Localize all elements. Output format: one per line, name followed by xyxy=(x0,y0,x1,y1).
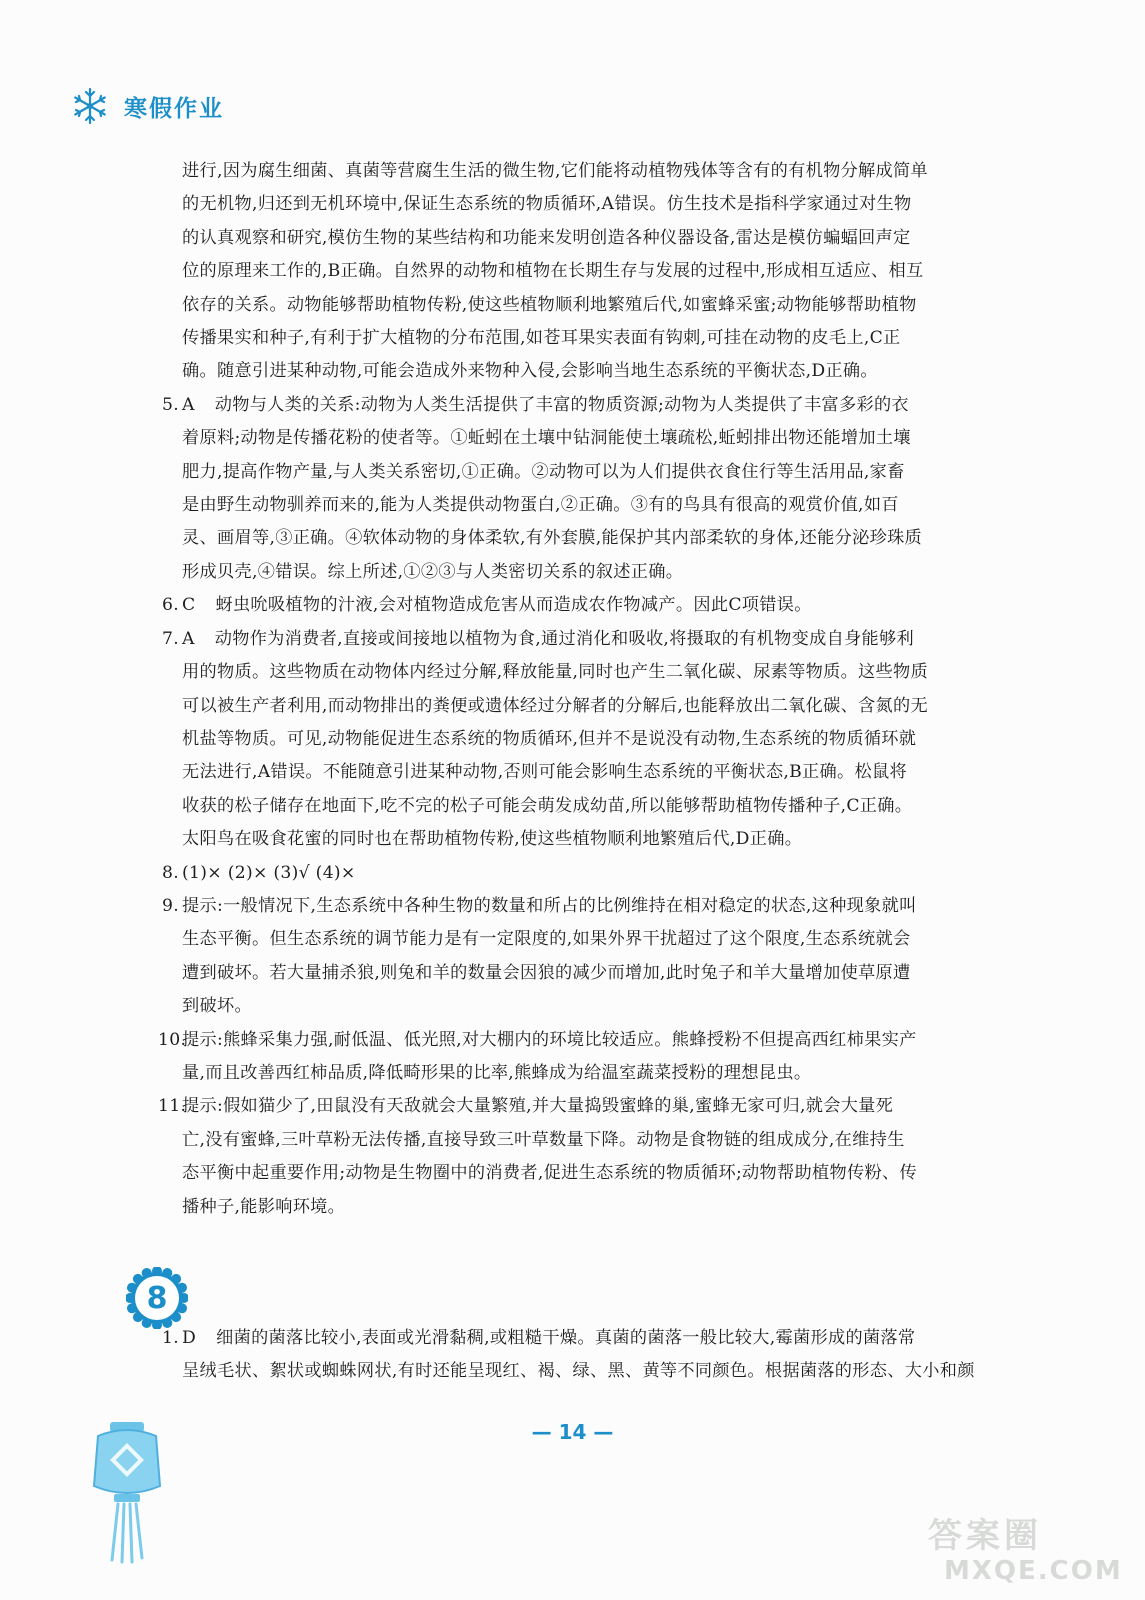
answer-content xyxy=(158,155,992,1389)
text-line: 动物与人类的关系:动物为人类生活提供了丰富的物质资源;动物为人类提供了丰富多彩的衣 xyxy=(214,394,909,415)
answer-item-11 xyxy=(158,1090,992,1224)
continuation-paragraph xyxy=(182,155,992,389)
text-line: 传播果实和种子,有利于扩大植物的分布范围,如苍耳果实表面有钩刺,可挂在动物的皮毛上,C正 xyxy=(182,328,901,349)
item-answer: A xyxy=(182,394,195,415)
answer-item-8 xyxy=(162,857,992,890)
text-line: 到破坏。 xyxy=(182,996,252,1017)
item-number: 6. xyxy=(162,595,179,616)
item-answer: D xyxy=(182,1328,197,1348)
text-line: 肥力,提高作物产量,与人类关系密切,①正确。②动物可以为人们提供衣食住行等生活用品,家畜 xyxy=(182,461,905,482)
answer-item-6 xyxy=(162,589,992,622)
text-line: (1)× (2)× (3)√ (4)× xyxy=(182,862,356,883)
text-line: 是由野生动物驯养而来的,能为人类提供动物蛋白,②正确。③有的鸟具有很高的观赏价值,如百 xyxy=(182,495,899,516)
text-line: 形成贝壳,④错误。综上所述,①②③与人类密切关系的叙述正确。 xyxy=(182,561,684,582)
text-line: 着原料;动物是传播花粉的使者等。①蚯蚓在土壤中钻洞能使土壤疏松,蚯蚓排出物还能增加土壤 xyxy=(182,428,911,449)
item-number: 10. xyxy=(158,1029,187,1050)
page-number: — 14 — xyxy=(531,1420,614,1444)
text-line: 态平衡中起重要作用;动物是生物圈中的消费者,促进生态系统的物质循环;动物帮助植物传粉、传 xyxy=(182,1163,917,1184)
text-line: 的认真观察和研究,模仿生物的某些结构和功能来发明创造各种仪器设备,雷达是模仿蝙蝠回声定 xyxy=(182,227,911,248)
text-line: 遭到破坏。若大量捕杀狼,则兔和羊的数量会因狼的减少而增加,此时兔子和羊大量增加使草原遭 xyxy=(182,962,911,983)
text-line: 动物作为消费者,直接或间接地以植物为食,通过消化和吸收,将摄取的有机物变成自身能够利 xyxy=(214,628,915,649)
text-line: 的无机物,归还到无机环境中,保证生态系统的物质循环,A错误。仿生技术是指科学家通过对生物 xyxy=(182,194,912,215)
text-line: 用的物质。这些物质在动物体内经过分解,释放能量,同时也产生二氧化碳、尿素等物质。这些物质 xyxy=(182,662,929,683)
text-line: 提示:一般情况下,生态系统中各种生物的数量和所占的比例维持在相对稳定的状态,这种现象就叫 xyxy=(182,895,917,916)
answer-item-10 xyxy=(158,1024,992,1091)
header-title: 寒假作业 xyxy=(124,95,224,122)
answer-item-7 xyxy=(162,623,992,857)
text-line: 确。随意引进某种动物,可能会造成外来物种入侵,会影响当地生态系统的平衡状态,D正确。 xyxy=(182,361,878,382)
text-line: 太阳鸟在吸食花蜜的同时也在帮助植物传粉,使这些植物顺利地繁殖后代,D正确。 xyxy=(182,829,803,850)
section-badge-number: 8 xyxy=(146,1280,168,1316)
text-line: 亡,没有蜜蜂,三叶草粉无法传播,直接导致三叶草数量下降。动物是食物链的组成成分,在维持生 xyxy=(182,1129,905,1150)
text-line: 蚜虫吮吸植物的汁液,会对植物造成危害从而造成农作物减产。因此C项错误。 xyxy=(215,595,812,616)
text-line: 细菌的菌落比较小,表面或光滑黏稠,或粗糙干燥。真菌的菌落一般比较大,霉菌形成的菌落常 xyxy=(216,1328,916,1348)
answer-item-9 xyxy=(162,890,992,1024)
item-number: 5. xyxy=(162,394,179,415)
answer-item-5 xyxy=(162,389,992,589)
item-answer: C xyxy=(182,595,196,616)
text-line: 机盐等物质。可见,动物能促进生态系统的物质循环,但并不是说没有动物,生态系统的物质循环就 xyxy=(182,728,917,749)
text-line: 播种子,能影响环境。 xyxy=(182,1196,346,1217)
text-line: 生态平衡。但生态系统的调节能力是有一定限度的,如果外界干扰超过了这个限度,生态系统就会 xyxy=(182,929,911,950)
text-line: 可以被生产者利用,而动物排出的粪便或遗体经过分解者的分解后,也能释放出二氧化碳、含氮的无 xyxy=(182,695,929,716)
text-line: 位的原理来工作的,B正确。自然界的动物和植物在长期生存与发展的过程中,形成相互适应、相互 xyxy=(182,261,924,282)
text-line: 量,而且改善西红柿品质,降低畸形果的比率,熊蜂成为给温室蔬菜授粉的理想昆虫。 xyxy=(182,1062,812,1083)
item-number: 7. xyxy=(162,628,179,649)
section-answer-item-1 xyxy=(162,1322,992,1389)
text-line: 依存的关系。动物能够帮助植物传粉,使这些植物顺利地繁殖后代,如蜜蜂采蜜;动物能够帮助植物 xyxy=(182,294,917,315)
watermark-logo: 答案圈 xyxy=(928,1516,1042,1556)
snowflake-icon xyxy=(70,86,110,126)
section-spacer xyxy=(182,1224,992,1322)
text-line: 灵、画眉等,③正确。④软体动物的身体柔软,有外套膜,能保护其内部柔软的身体,还能分泌珍珠质 xyxy=(182,528,923,549)
item-number: 11. xyxy=(158,1096,187,1117)
text-line: 呈绒毛状、絮状或蜘蛛网状,有时还能呈现红、褐、绿、黑、黄等不同颜色。根据菌落的形态、大小和颜 xyxy=(182,1361,975,1382)
text-line: 提示:假如猫少了,田鼠没有天敌就会大量繁殖,并大量捣毁蜜蜂的巢,蜜蜂无家可归,就会大量死 xyxy=(182,1096,894,1117)
text-line: 收获的松子储存在地面下,吃不完的松子可能会萌发成幼苗,所以能够帮助植物传播种子,C正确。 xyxy=(182,795,913,816)
item-number: 8. xyxy=(162,862,179,883)
text-line: 无法进行,A错误。不能随意引进某种动物,否则可能会影响生态系统的平衡状态,B正确。松鼠将 xyxy=(182,762,907,783)
text-line: 进行,因为腐生细菌、真菌等营腐生生活的微生物,它们能将动植物残体等含有的有机物分解成简单 xyxy=(182,161,929,181)
item-number: 9. xyxy=(162,895,179,916)
item-answer: A xyxy=(182,628,195,649)
page-header xyxy=(70,86,224,126)
text-line: 提示:熊蜂采集力强,耐低温、低光照,对大棚内的环境比较适应。熊蜂授粉不但提高西红柿果实产 xyxy=(182,1029,917,1050)
watermark-url: MXQE.COM xyxy=(944,1556,1123,1586)
item-number: 1. xyxy=(162,1328,179,1348)
